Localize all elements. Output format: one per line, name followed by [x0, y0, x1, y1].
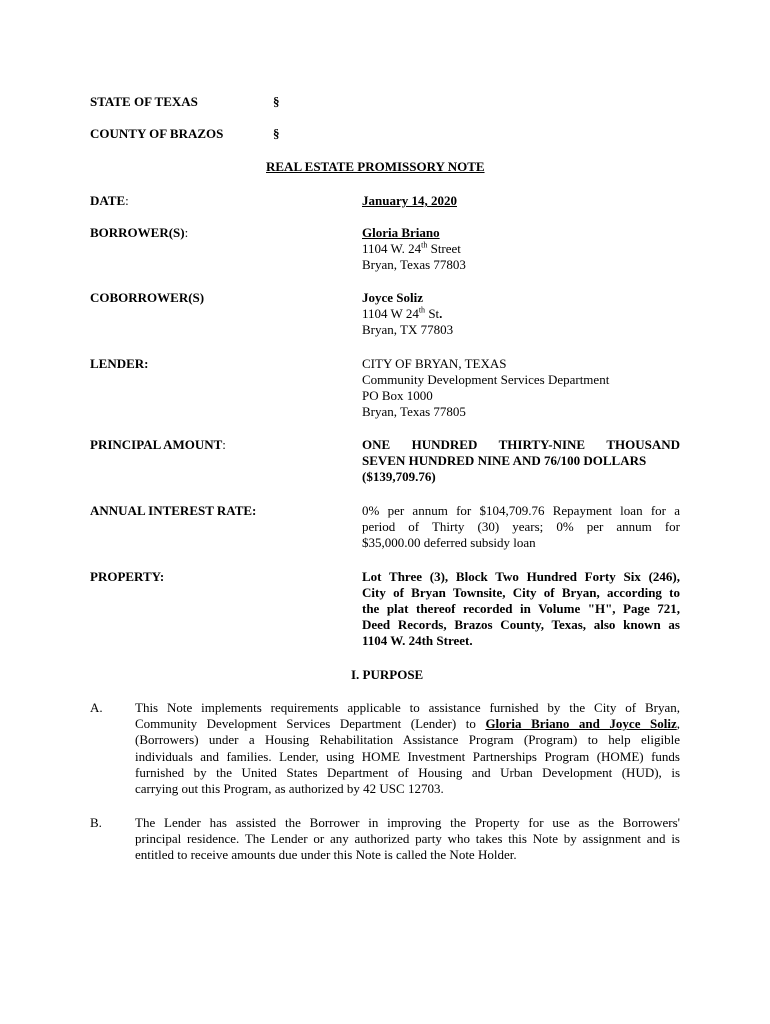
paragraph-line: carrying out this Program, as authorized by 42 USC 12703. — [135, 781, 444, 797]
paragraph-line: This Note implements requirements applicable to assistance furnished by the City of Bryan, — [135, 700, 680, 715]
property-line: 1104 W. 24th Street. — [362, 633, 473, 648]
date-value: January 14, 2020 — [362, 193, 457, 208]
paragraph-b-letter: B. — [90, 815, 102, 830]
property-line: Deed Records, Brazos County, Texas, also known as — [362, 617, 680, 632]
property-line: City of Bryan Townsite, City of Bryan, according to — [362, 585, 680, 600]
state-label: STATE OF TEXAS — [90, 94, 198, 109]
coborrower-city: Bryan, TX 77803 — [362, 322, 454, 337]
property-label: PROPERTY: — [90, 569, 165, 584]
interest-line: $35,000.00 deferred subsidy loan — [362, 535, 536, 550]
principal-line: ($139,709.76) — [362, 469, 436, 484]
coborrower-block — [362, 290, 453, 338]
paragraph-a — [135, 700, 680, 797]
date-label: DATE: — [90, 193, 129, 208]
paragraph-line: individuals and families. Lender, using HOME Investment Partnerships Program (HOME) funds — [135, 748, 680, 764]
principal-line: ONE HUNDRED THIRTY-NINE THOUSAND — [362, 437, 680, 452]
lender-block — [362, 356, 609, 420]
borrower-name: Gloria Briano — [362, 225, 440, 240]
interest-line: 0% per annum for $104,709.76 Repayment loan for a — [362, 503, 680, 518]
borrower-street: 1104 W. 24th Street — [362, 240, 461, 256]
paragraph-line: furnished by the United States Department of Housing and Urban Development (HUD), is — [135, 764, 680, 780]
lender-line: Community Development Services Department — [362, 372, 610, 387]
coborrower-name: Joyce Soliz — [362, 290, 424, 305]
paragraph-line: Community Development Services Department (Lender) to Gloria Briano and Joyce Soliz, — [135, 716, 680, 732]
paragraph-a-letter: A. — [90, 700, 103, 715]
coborrower-street: 1104 W 24th St. — [362, 305, 443, 321]
interest-value — [362, 503, 680, 551]
state-section-symbol: § — [273, 94, 280, 109]
interest-line: period of Thirty (30) years; 0% per annum for — [362, 519, 680, 534]
interest-label: ANNUAL INTEREST RATE: — [90, 503, 257, 518]
paragraph-line: The Lender has assisted the Borrower in improving the Property for use as the Borrowers' — [135, 815, 680, 830]
paragraph-b — [135, 815, 680, 864]
paragraph-line: (Borrowers) under a Housing Rehabilitation Assistance Program (Program) to help eligible — [135, 732, 680, 748]
principal-label: PRINCIPAL AMOUNT: — [90, 437, 226, 452]
principal-value — [362, 437, 680, 485]
lender-line: PO Box 1000 — [362, 388, 433, 403]
county-label: COUNTY OF BRAZOS — [90, 126, 224, 141]
section-heading: I. PURPOSE — [351, 667, 424, 682]
borrower-city: Bryan, Texas 77803 — [362, 257, 466, 272]
county-section-symbol: § — [273, 126, 280, 141]
lender-line: CITY OF BRYAN, TEXAS — [362, 356, 507, 371]
property-line: the plat thereof recorded in Volume "H", Page 721, — [362, 601, 680, 616]
paragraph-line: entitled to receive amounts due under this Note is called the Note Holder. — [135, 847, 517, 863]
borrower-block — [362, 225, 466, 273]
paragraph-line: principal residence. The Lender or any authorized party who takes this Note by assignment and is — [135, 831, 680, 847]
borrowers-names: Gloria Briano and Joyce Soliz — [485, 716, 677, 732]
borrower-label: BORROWER(S): — [90, 225, 189, 240]
lender-line: Bryan, Texas 77805 — [362, 404, 466, 419]
property-value — [362, 569, 680, 649]
property-line: Lot Three (3), Block Two Hundred Forty Six (246), — [362, 569, 680, 584]
document-title: REAL ESTATE PROMISSORY NOTE — [266, 159, 485, 174]
coborrower-label: COBORROWER(S) — [90, 290, 205, 305]
lender-label: LENDER: — [90, 356, 149, 371]
principal-line: SEVEN HUNDRED NINE AND 76/100 DOLLARS — [362, 453, 647, 468]
